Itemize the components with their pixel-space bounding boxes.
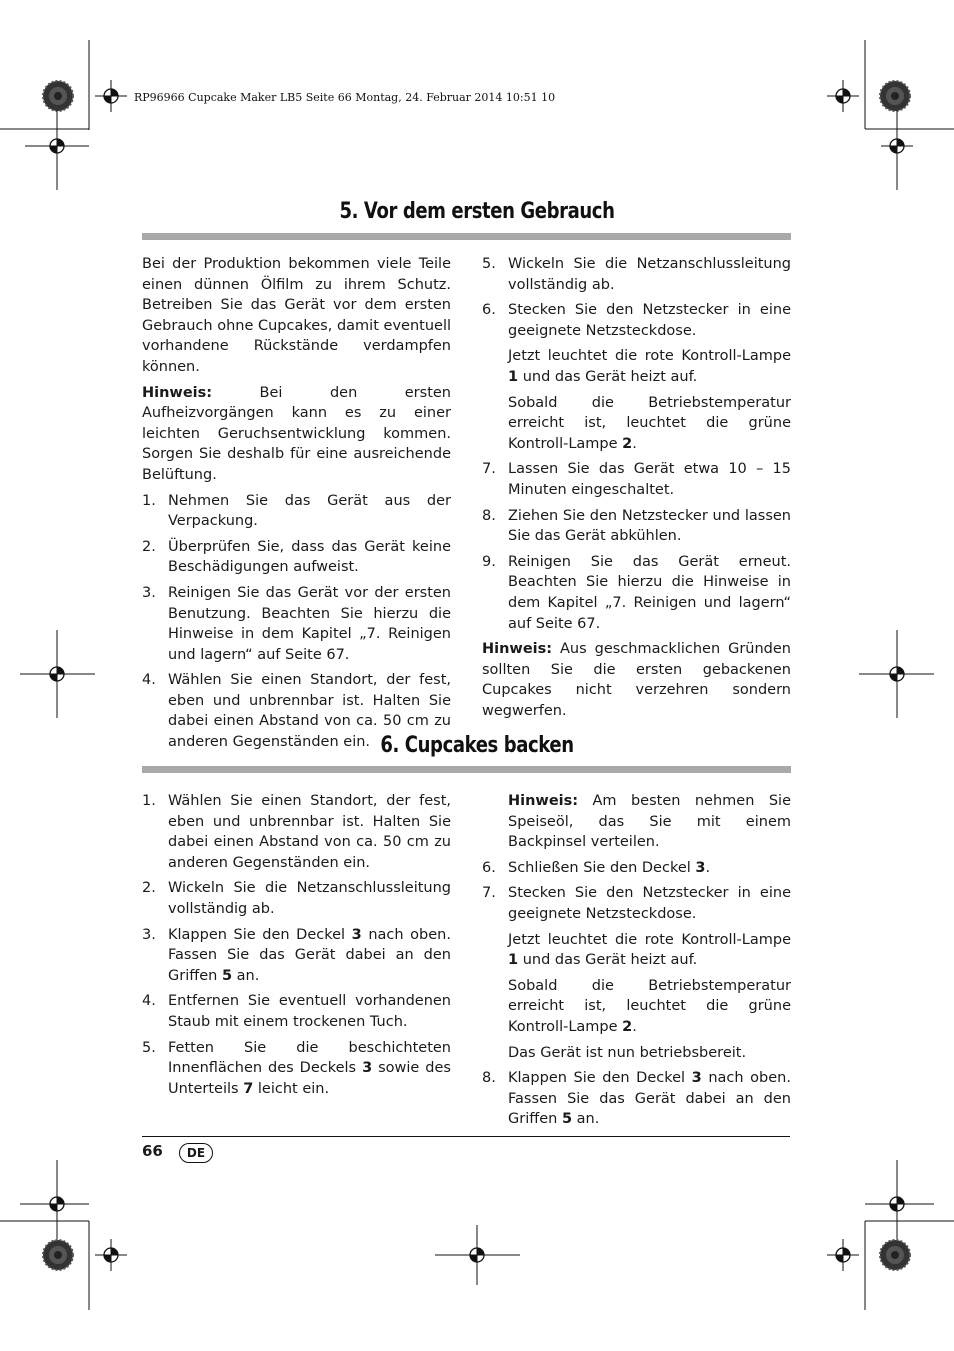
step-text: Klappen Sie den Deckel <box>508 1070 692 1087</box>
list-item <box>482 552 791 634</box>
list-item <box>482 459 791 500</box>
section-5-right-column <box>482 254 791 726</box>
step-number: 2. <box>142 880 156 897</box>
registration-cross-icon <box>827 1239 859 1271</box>
step-subtext <box>482 930 791 971</box>
step-number: 5. <box>482 256 496 272</box>
print-header: RP96966 Cupcake Maker LB5 Seite 66 Montag, 24. Februar 2014 10:51 10 <box>134 91 556 104</box>
language-badge: DE <box>179 1143 213 1163</box>
hint-paragraph <box>142 383 451 486</box>
hint-label: Hinweis: <box>508 793 579 809</box>
section-6-rule <box>142 766 791 773</box>
part-number: 5 <box>561 1111 573 1128</box>
section-5-left-column <box>142 254 451 758</box>
step-number: 9. <box>482 553 496 570</box>
step-number: 4. <box>142 672 156 689</box>
list-item <box>482 858 791 879</box>
step-number: 1. <box>142 793 156 809</box>
step-text: . <box>705 859 711 876</box>
step-number: 2. <box>142 538 156 555</box>
step-text: nach oben. Fassen Sie das Gerät dabei an den Griffen <box>168 926 451 984</box>
step-subtext <box>482 346 791 387</box>
step-text: Stecken Sie den Netzstecker in eine geeignete Netzsteckdose. <box>508 885 791 922</box>
step-subtext <box>482 393 791 455</box>
subtext-part: Sobald die Betriebstemperatur erreicht ist, leuchtet die grüne Kontroll-Lampe <box>508 977 791 1035</box>
step-number: 6. <box>482 302 496 319</box>
step-number: 1. <box>142 492 156 509</box>
subtext-part: Jetzt leuchtet die rote Kontroll-Lampe <box>508 348 791 365</box>
part-number: 3 <box>362 1060 373 1077</box>
hint-text: Am besten nehmen Sie Speiseöl, das Sie mit einem Backpinsel verteilen. <box>508 793 791 851</box>
intro-paragraph: Bei der Produktion bekommen viele Teile einen dünnen Ölfilm zu ihrem Schutz. Betreiben Sie das Gerät vor dem ersten Gebrauch ohne Cupcakes, damit eventuell vorhandene Rückstände verdampfen können. <box>142 256 451 375</box>
list-item <box>142 1038 451 1100</box>
subtext-part: und das Gerät heizt auf. <box>518 368 698 385</box>
step-text: sowie des Unterteils <box>168 1060 451 1097</box>
footer-rule <box>142 1136 790 1137</box>
page-number: 66 <box>142 1142 163 1160</box>
step-text: Reinigen Sie das Gerät erneut. Beachten Sie hierzu die Hinweise in dem Kapitel „7. Reinigen und lagern“ auf Seite 67. <box>508 553 791 632</box>
subtext-part: Jetzt leuchtet die rote Kontroll-Lampe <box>508 931 791 948</box>
list-item <box>482 883 791 924</box>
list-item <box>482 1068 791 1130</box>
step-text: Fetten Sie die beschichteten Innenflächen des Deckels <box>168 1039 451 1077</box>
part-number: 3 <box>351 926 362 943</box>
registration-cross-icon <box>827 80 859 112</box>
step-number: 7. <box>482 885 496 902</box>
step-number: 3. <box>142 926 156 943</box>
part-number: 1 <box>508 368 519 385</box>
steps-list <box>482 254 791 341</box>
step-text: leicht ein. <box>253 1080 330 1097</box>
steps-list <box>142 791 451 1099</box>
step-text: Entfernen Sie eventuell vorhandenen Staub mit einem trockenen Tuch. <box>168 993 451 1030</box>
registration-starburst-icon <box>43 81 73 111</box>
step-text: nach oben. Fassen Sie das Gerät dabei an den Griffen <box>508 1070 791 1128</box>
step-subtext <box>482 976 791 1038</box>
steps-list <box>482 858 791 925</box>
subtext-part: . <box>632 435 637 452</box>
subtext-part: . <box>632 1018 637 1035</box>
list-item <box>142 583 451 665</box>
list-item <box>142 491 451 532</box>
list-item <box>142 537 451 578</box>
steps-list <box>142 491 451 753</box>
step-number: 6. <box>482 859 496 876</box>
hint-text: Bei den ersten Aufheizvorgängen kann es zu einer leichten Geruchsentwicklung kommen. Sorgen Sie deshalb für eine ausreichende Belüftung. <box>142 384 451 483</box>
list-item <box>482 254 791 295</box>
registration-starburst-icon <box>880 1240 910 1270</box>
section-6-title: 6. Cupcakes backen <box>380 733 574 758</box>
step-text: Wählen Sie einen Standort, der fest, eben und unbrennbar ist. Halten Sie dabei einen Abstand von ca. 50 cm zu anderen Gegenständen ein. <box>168 672 451 751</box>
subtext-part: Sobald die Betriebstemperatur erreicht ist, leuchtet die grüne Kontroll-Lampe <box>508 394 791 452</box>
part-number: 1 <box>508 952 519 969</box>
list-item <box>482 300 791 341</box>
part-number: 7 <box>243 1080 254 1097</box>
hint-label: Hinweis: <box>142 384 213 401</box>
registration-cross-icon <box>95 80 127 112</box>
part-number: 3 <box>691 1070 702 1087</box>
step-text: Stecken Sie den Netzstecker in eine geeignete Netzsteckdose. <box>508 302 791 339</box>
step-text: Wählen Sie einen Standort, der fest, eben und unbrennbar ist. Halten Sie dabei einen Abstand von ca. 50 cm zu anderen Gegenständen ein. <box>168 793 451 871</box>
list-item <box>142 925 451 987</box>
part-number: 2 <box>622 435 633 452</box>
section-6-right-column <box>482 791 791 1135</box>
step-text: Klappen Sie den Deckel <box>168 926 352 943</box>
step-text: Überprüfen Sie, dass das Gerät keine Beschädigungen aufweist. <box>168 538 451 576</box>
step-text: an. <box>232 967 260 984</box>
part-number: 5 <box>221 967 233 984</box>
step-text: Wickeln Sie die Netzanschlussleitung vollständig ab. <box>508 256 791 293</box>
registration-starburst-icon <box>880 81 910 111</box>
steps-list <box>482 1068 791 1130</box>
hint-label: Hinweis: <box>482 641 553 658</box>
list-item <box>482 506 791 547</box>
list-item <box>142 991 451 1032</box>
step-number: 8. <box>482 1070 496 1087</box>
step-number: 8. <box>482 507 496 524</box>
registration-starburst-icon <box>43 1240 73 1270</box>
list-item <box>142 878 451 919</box>
section-6-left-column <box>142 791 451 1104</box>
step-number: 4. <box>142 993 156 1010</box>
step-text: Lassen Sie das Gerät etwa 10 – 15 Minuten eingeschaltet. <box>508 461 791 498</box>
hint-text: Aus geschmacklichen Gründen sollten Sie die ersten gebackenen Cupcakes nicht verzehren sondern wegwerfen. <box>482 641 791 719</box>
step-text: Ziehen Sie den Netzstecker und lassen Sie das Gerät abkühlen. <box>508 507 791 545</box>
step-text: Schließen Sie den Deckel <box>508 859 696 876</box>
step-text: an. <box>572 1111 600 1128</box>
step-text: Wickeln Sie die Netzanschlussleitung vollständig ab. <box>168 880 451 917</box>
part-number: 3 <box>695 859 706 876</box>
hint-paragraph <box>482 791 791 853</box>
subtext-part: und das Gerät heizt auf. <box>518 952 698 969</box>
step-number: 5. <box>142 1039 156 1056</box>
section-5-rule <box>142 233 791 240</box>
hint-paragraph <box>482 639 791 721</box>
steps-list <box>482 459 791 634</box>
step-number: 7. <box>482 461 496 478</box>
part-number: 2 <box>622 1018 633 1035</box>
registration-cross-icon <box>95 1239 127 1271</box>
list-item <box>142 791 451 873</box>
step-subtext: Das Gerät ist nun betriebsbereit. <box>508 1044 747 1061</box>
section-5-title: 5. Vor dem ersten Gebrauch <box>339 199 615 224</box>
step-text: Nehmen Sie das Gerät aus der Verpackung. <box>168 492 451 530</box>
step-text: Reinigen Sie das Gerät vor der ersten Benutzung. Beachten Sie hierzu die Hinweise in dem Kapitel „7. Reinigen und lagern“ auf Seite 67. <box>168 584 451 663</box>
step-number: 3. <box>142 584 156 601</box>
